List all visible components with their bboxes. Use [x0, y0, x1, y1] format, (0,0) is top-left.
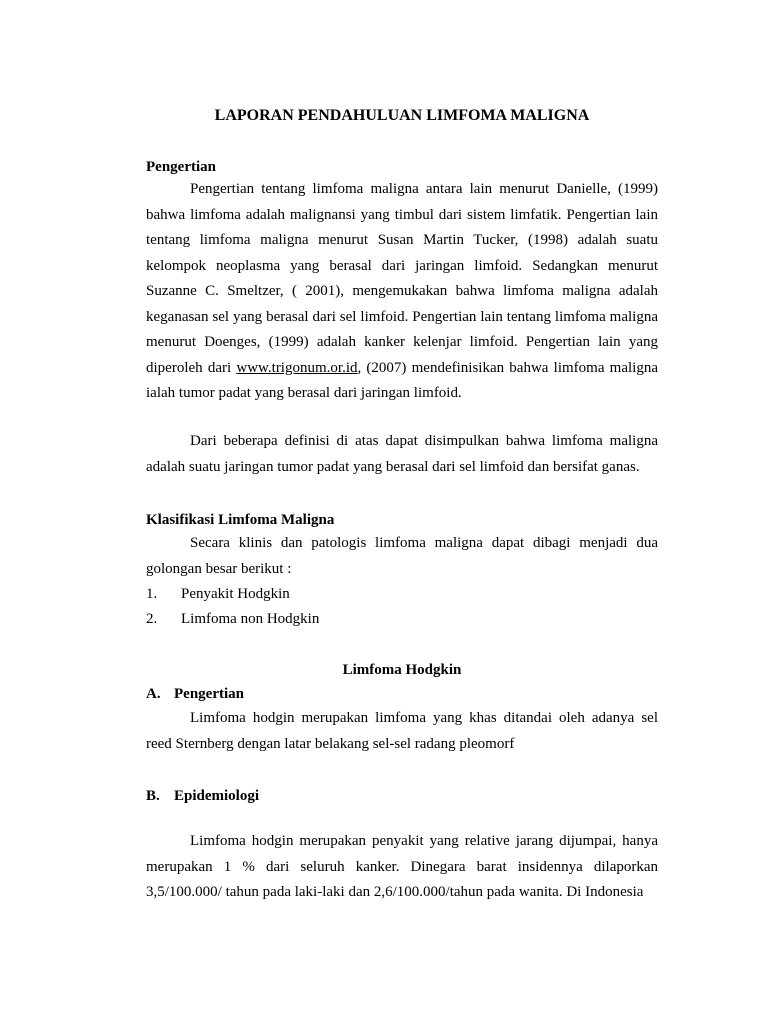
- klasifikasi-paragraph: Secara klinis dan patologis limfoma maligna dapat dibagi menjadi dua golongan besar berikut :: [146, 535, 658, 577]
- list-item-number: 1.: [146, 586, 158, 602]
- section-a-letter: A.: [146, 686, 161, 702]
- pengertian-paragraph-2: Dari beberapa definisi di atas dapat disimpulkan bahwa limfoma maligna adalah suatu jaringan tumor padat yang berasal dari sel limfoid dan bersifat ganas.: [146, 433, 658, 475]
- list-item: [146, 584, 290, 604]
- list-item: [146, 609, 319, 629]
- pengertian-heading: Pengertian: [146, 159, 216, 175]
- list-item-text: Limfoma non Hodgkin: [181, 611, 320, 627]
- hodgkin-heading: Limfoma Hodgkin: [342, 662, 462, 678]
- pengertian-text-before-link: Pengertian tentang limfoma maligna antara lain menurut Danielle, (1999) bahwa limfoma adalah malignansi yang timbul dari sistem limfatik. Pengertian lain tentang limfoma maligna menurut Susan Martin Tucker, (1998) adalah suatu kelompok neoplasma yang berasal dari jaringan limfoid. Sedangkan menurut Suzanne C. Smeltzer, ( 2001), mengemukakan bahwa limfoma maligna adalah keganasan sel yang berasal dari sel limfoid. Pengertian lain tentang limfoma maligna menurut Doenges, (1999) adalah kanker kelenjar limfoid. Pengertian lain yang diperoleh dari: [146, 181, 658, 376]
- document-title: LAPORAN PENDAHULUAN LIMFOMA MALIGNA: [214, 107, 590, 124]
- section-b-heading: [146, 786, 259, 806]
- section-a-heading: [146, 684, 244, 704]
- section-b-title: Epidemiologi: [174, 788, 260, 804]
- list-item-text: Penyakit Hodgkin: [181, 586, 290, 602]
- pengertian-paragraph-1: [146, 177, 658, 407]
- section-b-letter: B.: [146, 788, 160, 804]
- trigonum-link[interactable]: www.trigonum.or.id: [236, 359, 358, 376]
- section-a-title: Pengertian: [174, 686, 244, 702]
- pengertian-text-after-link: , (2007) mendefinisikan bahwa limfoma maligna ialah tumor padat yang berasal dari jaringan limfoid.: [146, 359, 658, 401]
- list-item-number: 2.: [146, 611, 158, 627]
- klasifikasi-heading: Klasifikasi Limfoma Maligna: [146, 512, 335, 528]
- section-b-paragraph: Limfoma hodgin merupakan penyakit yang relative jarang dijumpai, hanya merupakan 1 % dari seluruh kanker. Dinegara barat insidennya dilaporkan 3,5/100.000/ tahun pada laki-laki dan 2,6/100.000/tahun pada wanita. Di Indonesia: [146, 833, 658, 900]
- section-a-paragraph: Limfoma hodgin merupakan limfoma yang khas ditandai oleh adanya sel reed Sternberg dengan latar belakang sel-sel radang pleomorf: [146, 710, 658, 752]
